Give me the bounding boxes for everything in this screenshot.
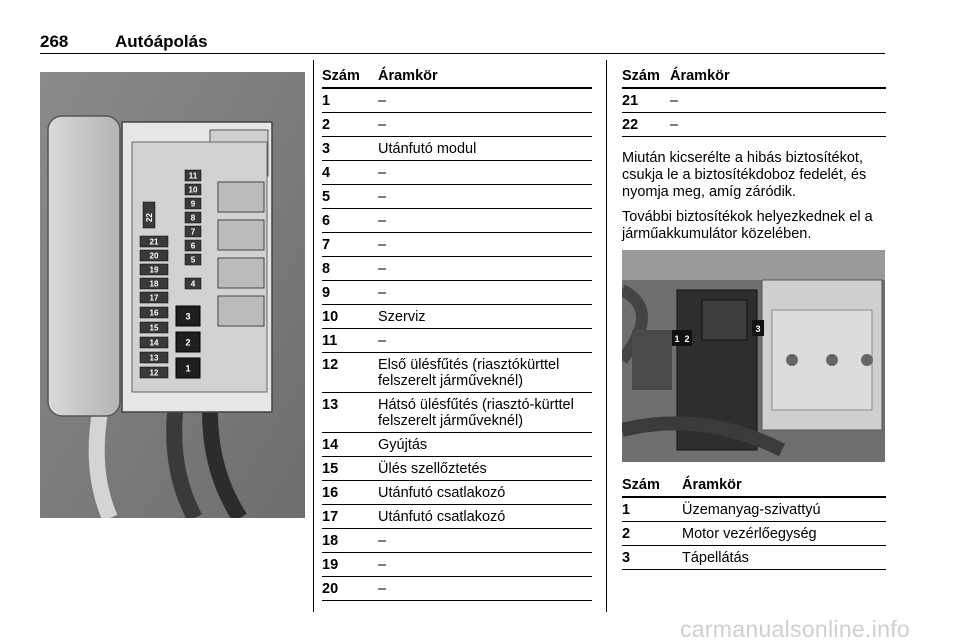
fuse-label: 1	[185, 363, 191, 374]
fuse-number: 2	[622, 526, 631, 542]
fuse-label: 2	[185, 337, 191, 348]
fuse-number: 7	[322, 237, 331, 253]
fuse-label: 21	[149, 237, 159, 247]
fuse-label: 4	[190, 279, 196, 289]
fuse-number: 15	[322, 461, 339, 477]
circuit-description: Utánfutó csatlakozó	[378, 485, 506, 501]
battery-fuse-label: 2	[684, 334, 690, 344]
battery-fuse-label: 1	[674, 334, 680, 344]
column-header-circuit: Áramkör	[682, 477, 742, 493]
circuit-description: –	[670, 117, 679, 133]
table-row	[322, 257, 592, 281]
table-row	[322, 281, 592, 305]
circuit-description: Motor vezérlőegység	[682, 526, 817, 542]
column-header-number: Szám	[322, 68, 360, 84]
watermark: carmanualsonline.info	[679, 616, 910, 642]
circuit-description: Tápellátás	[682, 550, 749, 566]
fuse-number: 14	[322, 437, 339, 453]
fuse-number: 9	[322, 285, 331, 301]
circuit-description: –	[378, 165, 387, 181]
table-header	[622, 471, 886, 498]
fuse-number: 3	[622, 550, 631, 566]
fuse-number: 3	[322, 141, 331, 157]
column-divider-right	[606, 60, 607, 612]
fuse-number: 22	[622, 117, 639, 133]
table-row	[622, 113, 886, 137]
fuse-label: 20	[149, 251, 159, 261]
table-row	[322, 161, 592, 185]
circuit-description: –	[378, 117, 387, 133]
fuse-number: 6	[322, 213, 331, 229]
column-header-number: Szám	[622, 68, 660, 84]
column-header-number: Szám	[622, 477, 660, 493]
circuit-description: Utánfutó modul	[378, 141, 477, 157]
fuse-number: 10	[322, 309, 339, 325]
table-row	[322, 393, 592, 433]
fuse-number: 1	[322, 93, 331, 109]
circuit-description: –	[378, 285, 387, 301]
fuse-label: 8	[190, 213, 196, 223]
battery-fuse-table	[622, 471, 886, 570]
table-row	[322, 329, 592, 353]
fuse-number: 8	[322, 261, 331, 277]
circuit-description: –	[378, 333, 387, 349]
fuse-label: 13	[149, 353, 159, 363]
fuse-number: 20	[322, 581, 339, 597]
fuse-label: 10	[188, 185, 198, 195]
table-row	[622, 498, 886, 522]
table-row	[322, 481, 592, 505]
fuse-number: 11	[322, 333, 338, 349]
column-divider-left	[313, 60, 314, 612]
table-row	[322, 113, 592, 137]
circuit-description: Ülés szellőztetés	[378, 461, 487, 477]
fuse-label: 11	[188, 171, 198, 181]
circuit-description: –	[378, 261, 387, 277]
fuse-number: 5	[322, 189, 331, 205]
fuse-label: 19	[149, 265, 159, 275]
fuse-number: 13	[322, 397, 339, 413]
fuse-label: 16	[149, 308, 159, 318]
table-row	[622, 89, 886, 113]
table-row	[322, 209, 592, 233]
table-row	[322, 233, 592, 257]
table-row	[622, 546, 886, 570]
page-title: Autóápolás	[115, 32, 208, 51]
fuse-number: 4	[322, 165, 331, 181]
circuit-description: –	[378, 93, 387, 109]
info-paragraph: További biztosítékok helyezkednek el a járműakkumulátor közelében.	[622, 209, 873, 242]
table-row	[322, 577, 592, 601]
circuit-description: –	[378, 581, 387, 597]
fuse-table-main	[322, 62, 592, 601]
circuit-description: Üzemanyag-szivattyú	[682, 502, 821, 518]
fuse-label: 12	[149, 368, 159, 378]
circuit-description: –	[670, 93, 679, 109]
circuit-description: Hátsó ülésfűtés (riasztó-kürttel felszerelt járműveknél)	[378, 397, 574, 429]
fuse-number: 1	[622, 502, 631, 518]
table-row	[322, 89, 592, 113]
fuse-label: 5	[190, 255, 196, 265]
table-row	[322, 305, 592, 329]
circuit-description: –	[378, 237, 387, 253]
fuse-label: 22	[145, 213, 154, 222]
battery-fuse-label: 3	[755, 324, 761, 334]
fuse-label: 18	[149, 279, 159, 289]
fuse-number: 17	[322, 509, 339, 525]
fuse-table-extra	[622, 62, 886, 137]
fuse-number: 12	[322, 357, 339, 373]
table-row	[322, 353, 592, 393]
circuit-description: –	[378, 189, 387, 205]
table-row	[322, 433, 592, 457]
fuse-label: 17	[149, 293, 159, 303]
fuse-label: 9	[190, 199, 196, 209]
table-row	[322, 457, 592, 481]
fuse-label: 14	[149, 338, 159, 348]
page-number: 268	[40, 32, 69, 51]
table-row	[322, 529, 592, 553]
fuse-label: 15	[149, 323, 159, 333]
column-header-circuit: Áramkör	[670, 68, 730, 84]
table-header	[622, 62, 886, 89]
circuit-description: –	[378, 533, 387, 549]
circuit-description: Szerviz	[378, 309, 426, 325]
fuse-label: 7	[190, 227, 196, 237]
battery-fuse-illustration	[622, 250, 885, 462]
circuit-description: Utánfutó csatlakozó	[378, 509, 506, 525]
table-row	[622, 522, 886, 546]
fuse-number: 21	[622, 93, 639, 109]
column-header-circuit: Áramkör	[378, 68, 438, 84]
fuse-number: 19	[322, 557, 339, 573]
table-row	[322, 185, 592, 209]
fuse-number: 18	[322, 533, 339, 549]
circuit-description: Gyújtás	[378, 437, 428, 453]
fuse-label: 3	[185, 311, 191, 322]
circuit-description: –	[378, 557, 387, 573]
table-header	[322, 62, 592, 89]
table-row	[322, 137, 592, 161]
fuse-box-illustration	[40, 72, 305, 518]
fuse-number: 16	[322, 485, 339, 501]
table-row	[322, 553, 592, 577]
circuit-description: Első ülésfűtés (riasztókürttel felszerelt járműveknél)	[378, 357, 560, 389]
fuse-label: 6	[190, 241, 196, 251]
page-header	[40, 32, 885, 54]
table-row	[322, 505, 592, 529]
fuse-number: 2	[322, 117, 331, 133]
circuit-description: –	[378, 213, 387, 229]
instruction-paragraph: Miután kicserélte a hibás biztosítékot, csukja le a biztosítékdoboz fedelét, és nyomja meg, amíg záródik.	[622, 150, 867, 200]
